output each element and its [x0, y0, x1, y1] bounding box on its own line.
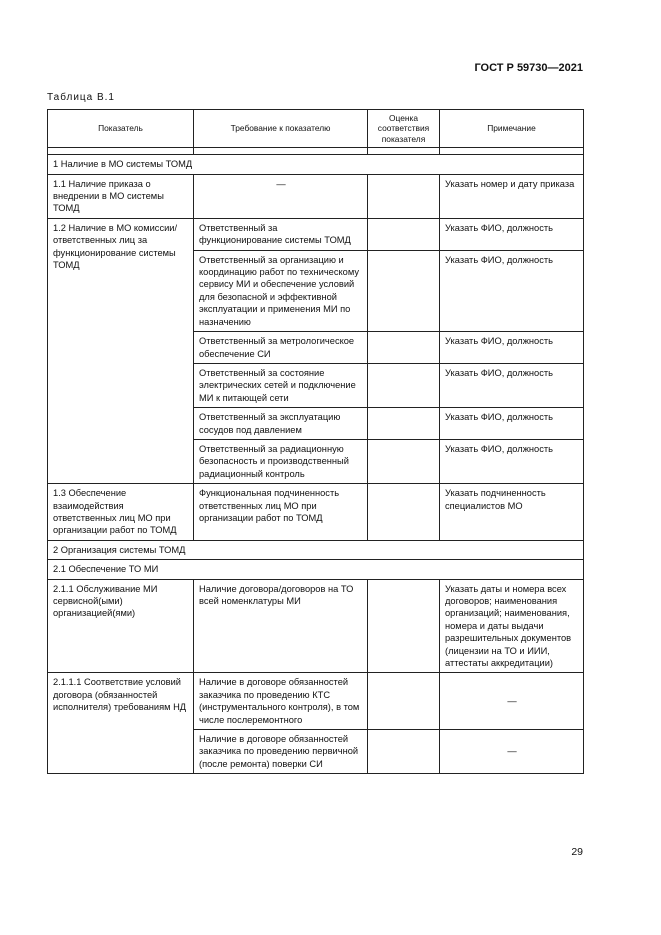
note-1-2-e: Указать ФИО, должность — [440, 408, 584, 440]
indicator-2-1-1: 2.1.1 Обслуживание МИ сервисной(ыми) организацией(ями) — [48, 579, 194, 673]
indicator-1-1: 1.1 Наличие приказа о внедрении в МО системы ТОМД — [48, 174, 194, 218]
assessment-cell — [368, 218, 440, 250]
indicator-1-3: 1.3 Обеспечение взаимодействия ответственных лиц МО при организации работ по ТОМД — [48, 484, 194, 541]
section-row — [48, 155, 584, 174]
header-spacer-row — [48, 148, 584, 155]
section-2-1: 2.1 Обеспечение ТО МИ — [48, 560, 584, 579]
standard-number: ГОСТ Р 59730—2021 — [474, 62, 583, 74]
note-2-1-1-1-b: — — [440, 730, 584, 774]
table-header-row — [48, 110, 584, 148]
note-1-3: Указать подчиненность специалистов МО — [440, 484, 584, 541]
col-assessment: Оценка соответствия показателя — [368, 110, 440, 148]
requirements-table — [47, 109, 584, 774]
indicator-1-2: 1.2 Наличие в МО комиссии/ответственных лиц за функционирование системы ТОМД — [48, 218, 194, 483]
note-1-2-b: Указать ФИО, должность — [440, 250, 584, 331]
assessment-cell — [368, 439, 440, 483]
col-requirement: Требование к показателю — [194, 110, 368, 148]
assessment-cell — [368, 408, 440, 440]
requirement-1-2-e: Ответственный за эксплуатацию сосудов под давлением — [194, 408, 368, 440]
assessment-cell — [368, 673, 440, 730]
section-row — [48, 540, 584, 559]
table-row — [48, 174, 584, 218]
table-caption: Таблица В.1 — [47, 92, 115, 103]
note-1-1: Указать номер и дату приказа — [440, 174, 584, 218]
note-1-2-a: Указать ФИО, должность — [440, 218, 584, 250]
table-row — [48, 218, 584, 250]
requirement-1-2-c: Ответственный за метрологическое обеспечение СИ — [194, 332, 368, 364]
note-1-2-d: Указать ФИО, должность — [440, 363, 584, 407]
indicator-2-1-1-1: 2.1.1.1 Соответствие условий договора (обязанностей исполнителя) требованиям НД — [48, 673, 194, 774]
requirement-1-2-a: Ответственный за функционирование системы ТОМД — [194, 218, 368, 250]
assessment-cell — [368, 579, 440, 673]
assessment-cell — [368, 174, 440, 218]
table-row — [48, 484, 584, 541]
requirement-2-1-1-1-a: Наличие в договоре обязанностей заказчика по проведению КТС (инструментального контроля), в том числе послеремонтного — [194, 673, 368, 730]
assessment-cell — [368, 484, 440, 541]
requirement-2-1-1: Наличие договора/договоров на ТО всей номенклатуры МИ — [194, 579, 368, 673]
table-row — [48, 673, 584, 730]
requirement-1-3: Функциональная подчиненность ответственных лиц МО при организации работ по ТОМД — [194, 484, 368, 541]
assessment-cell — [368, 250, 440, 331]
section-row — [48, 560, 584, 579]
assessment-cell — [368, 363, 440, 407]
requirement-1-2-d: Ответственный за состояние электрических сетей и подключение МИ к питающей сети — [194, 363, 368, 407]
section-2: 2 Организация системы ТОМД — [48, 540, 584, 559]
page-number: 29 — [571, 846, 583, 858]
section-1: 1 Наличие в МО системы ТОМД — [48, 155, 584, 174]
note-1-2-f: Указать ФИО, должность — [440, 439, 584, 483]
requirement-1-2-b: Ответственный за организацию и координацию работ по техническому сервису МИ и обеспечение условий для безопасной и эффективной эксплуатации и применения МИ по назначению — [194, 250, 368, 331]
requirement-2-1-1-1-b: Наличие в договоре обязанностей заказчика по проведению первичной (после ремонта) поверки СИ — [194, 730, 368, 774]
table-row — [48, 579, 584, 673]
col-indicator: Показатель — [48, 110, 194, 148]
assessment-cell — [368, 730, 440, 774]
assessment-cell — [368, 332, 440, 364]
requirement-1-1: — — [194, 174, 368, 218]
note-1-2-c: Указать ФИО, должность — [440, 332, 584, 364]
requirement-1-2-f: Ответственный за радиационную безопасность и производственный радиационный контроль — [194, 439, 368, 483]
col-note: Примечание — [440, 110, 584, 148]
note-2-1-1-1-a: — — [440, 673, 584, 730]
note-2-1-1: Указать даты и номера всех договоров; наименования организаций; наименования, номера и даты выдачи разрешительных документов (лицензии на ТО и ИИИ, аттестаты аккредитации) — [440, 579, 584, 673]
